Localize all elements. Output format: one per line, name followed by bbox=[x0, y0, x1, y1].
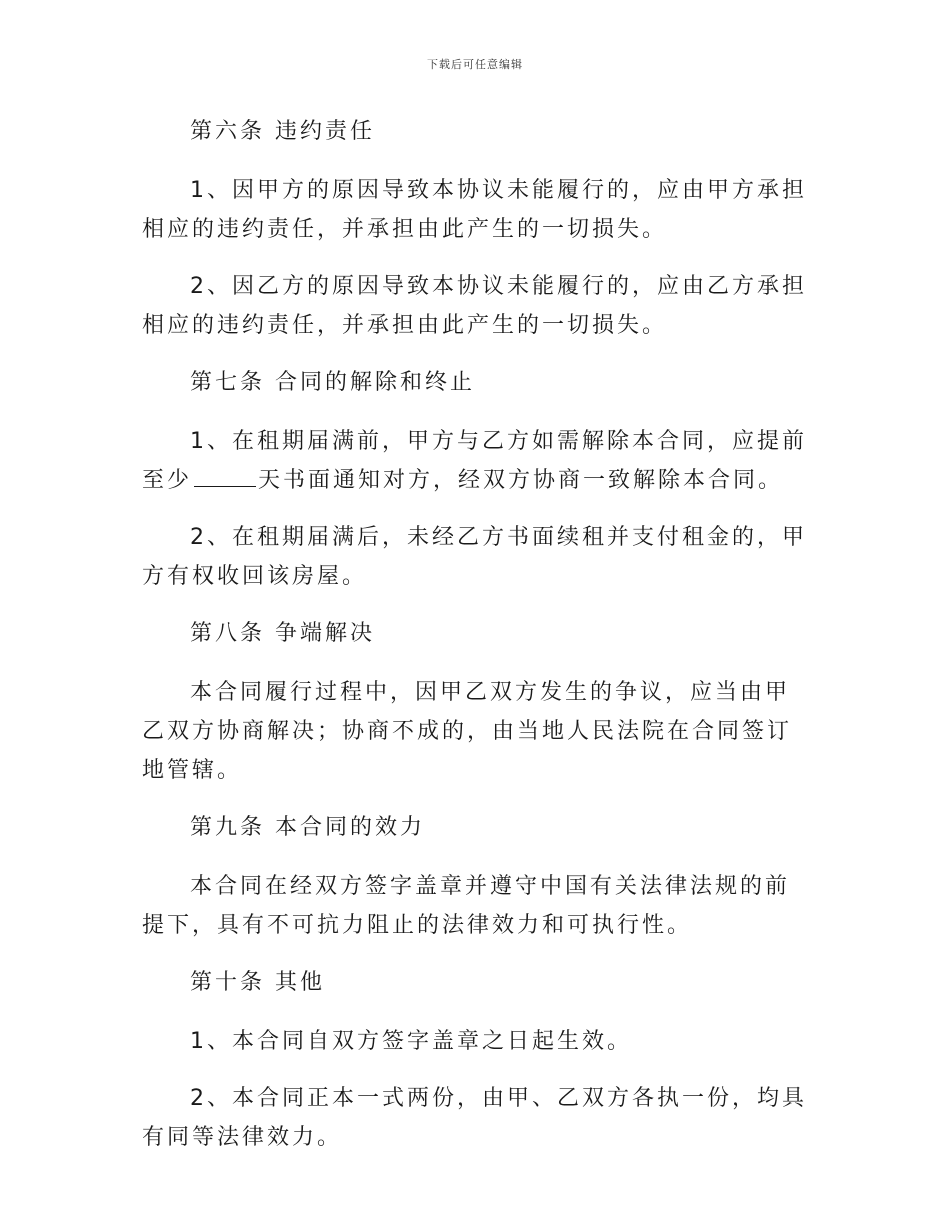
article-6-clause-1: 1、因甲方的原因导致本协议未能履行的，应由甲方承担相应的违约责任，并承担由此产生的一切损失。 bbox=[142, 178, 807, 242]
article-10-clause-1: 1、本合同自双方签字盖章之日起生效。 bbox=[190, 1029, 632, 1054]
article-10-title: 第十条 其他 bbox=[190, 970, 325, 995]
article-8-title: 第八条 争端解决 bbox=[190, 621, 375, 646]
article-10-clause-2: 2、本合同正本一式两份，由甲、乙双方各执一份，均具有同等法律效力。 bbox=[142, 1086, 807, 1150]
page-header: 下载后可任意编辑 bbox=[427, 58, 523, 71]
article-7-clause-1 bbox=[142, 422, 812, 500]
article-7-clause-2: 2、在租期届满后，未经乙方书面续租并支付租金的，甲方有权收回该房屋。 bbox=[142, 525, 807, 589]
article-6-clause-2: 2、因乙方的原因导致本协议未能履行的，应由乙方承担相应的违约责任，并承担由此产生的一切损失。 bbox=[142, 274, 807, 338]
article-9-title: 第九条 本合同的效力 bbox=[190, 815, 425, 840]
article-9-clause-1: 本合同在经双方签字盖章并遵守中国有关法律法规的前提下，具有不可抗力阻止的法律效力和可执行性。 bbox=[142, 874, 791, 938]
article-7-clause-1-after: 天书面通知对方，经双方协商一致解除本合同。 bbox=[258, 468, 784, 493]
document-body bbox=[142, 112, 812, 1175]
article-7-clause-1-before: 1、在租期届满前，甲方与乙方如需解除本合同，应提前至少 bbox=[142, 429, 807, 493]
article-6-title: 第六条 违约责任 bbox=[190, 119, 375, 144]
notice-days-blank bbox=[194, 464, 256, 487]
article-8-clause-1: 本合同履行过程中，因甲乙双方发生的争议，应当由甲乙双方协商解决；协商不成的，由当地人民法院在合同签订地管辖。 bbox=[142, 680, 793, 783]
article-7-title: 第七条 合同的解除和终止 bbox=[190, 370, 475, 395]
